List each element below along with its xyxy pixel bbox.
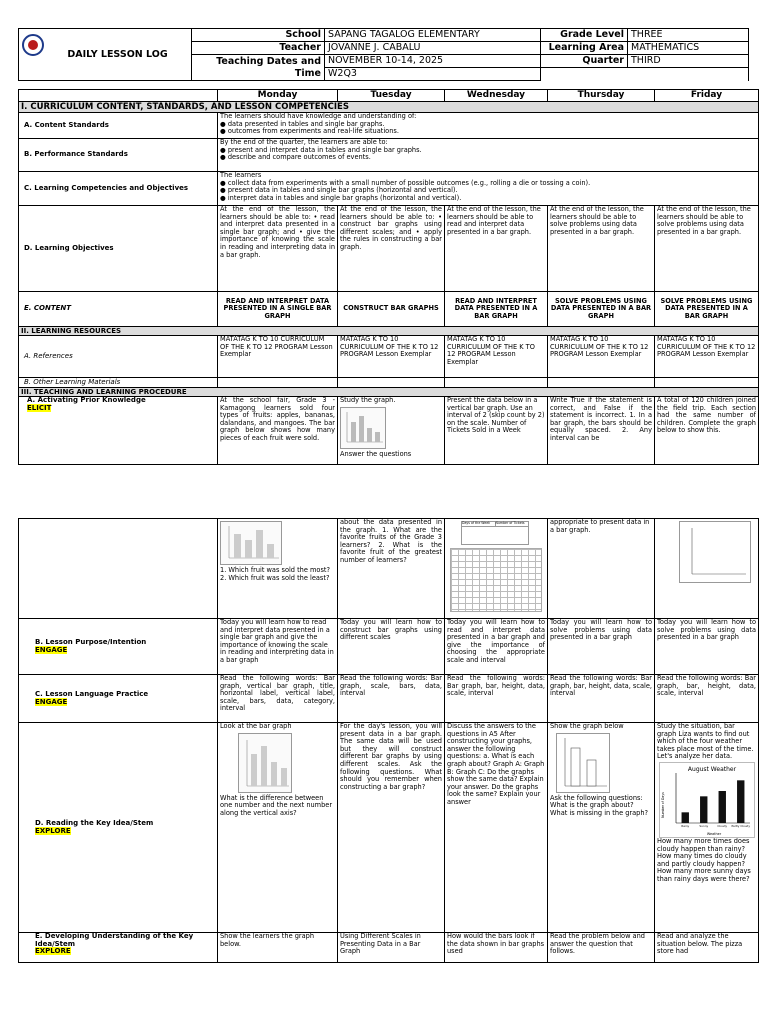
- field-trip-graph-thumbnail: [679, 521, 751, 583]
- dates-label: Teaching Dates and Time: [192, 55, 325, 81]
- language-label-cell: [19, 675, 218, 723]
- keyidea-label: D. Reading the Key Idea/Stem: [35, 818, 154, 827]
- engage-tag-two: ENGAGE: [35, 697, 68, 706]
- language-friday: Read the following words: Bar graph, bar, height, data, scale, interval: [655, 675, 759, 723]
- activating-wednesday: Present the data below in a vertical bar graph. Use an interval of 2 (skip count by 2) on the scale. Number of Tickets Sold in a Week: [445, 397, 548, 465]
- fruit-graph-thumbnail: [220, 521, 282, 565]
- teacher-value: JOVANNE J. CABALU: [325, 42, 541, 55]
- incomplete-graph-thumbnail: [556, 733, 610, 793]
- weather-bar-chart: [660, 763, 754, 837]
- engage-tag: ENGAGE: [35, 645, 68, 654]
- doc-title: DAILY LESSON LOG: [19, 29, 192, 81]
- content-tuesday: CONSTRUCT BAR GRAPHS: [338, 292, 445, 327]
- weather-tick-label: Partly Cloudy: [731, 823, 750, 828]
- purpose-label: B. Lesson Purpose/Intention: [35, 637, 147, 646]
- area-label: Learning Area: [541, 42, 628, 55]
- performance-standards-text: By the end of the quarter, the learners are able to: ● present and interpret data in tables and single bar graphs. ● describe and compare outcomes of events.: [218, 139, 759, 172]
- objectives-label: D. Learning Objectives: [19, 206, 218, 292]
- developing-friday: Read and analyze the situation below. The pizza store had: [655, 933, 759, 963]
- keyidea-label-cell: [19, 723, 218, 933]
- section-three-title: III. TEACHING AND LEARNING PROCEDURE: [19, 388, 759, 397]
- week-value: W2Q3: [325, 68, 541, 81]
- activating-label: A. Activating Prior Knowledge: [27, 396, 146, 404]
- cont-tuesday: about the data presented in the graph. 1. What are the favorite fruits of the Grade 3 learners? 2. What is the favorite fruit of the greatest number of learners?: [338, 519, 445, 619]
- elicit-tag: ELICIT: [27, 403, 52, 412]
- purpose-friday: Today you will learn how to solve problems using data presented in a bar graph: [655, 619, 759, 675]
- grade-value: THREE: [628, 29, 749, 42]
- activating-tuesday: Study the graph. Answer the questions: [338, 397, 445, 465]
- quarter-value: THIRD: [628, 55, 749, 68]
- weather-bar: [719, 791, 726, 823]
- developing-wednesday: How would the bars look if the data shown in bar graphs used: [445, 933, 548, 963]
- grade-label: Grade Level: [541, 29, 628, 42]
- vertical-bar-graph-thumbnail: [238, 733, 292, 793]
- content-wednesday: READ AND INTERPRET DATA PRESENTED IN A BAR GRAPH: [445, 292, 548, 327]
- lesson-table-page-one: [18, 89, 759, 465]
- language-monday: Read the following words: Bar graph, vertical bar graph, title, horizontal label, vertical label, scale, bars, data, category, interval: [218, 675, 338, 723]
- weather-chart-ylabel: Number of Days: [661, 792, 665, 818]
- day-thursday: Thursday: [548, 90, 655, 102]
- references-tuesday: MATATAG K TO 10 CURRICULUM OF THE K TO 12 PROGRAM Lesson Exemplar: [338, 336, 445, 378]
- competencies-text: The learners ● collect data from experiments with a small number of possible outcomes (e.g., rolling a die or tossing a coin). ● present data in tables and single bar graphs (horizontal and vertical). ● interpret data in tables and single bar graphs (horizontal and vertical).: [218, 172, 759, 206]
- purpose-thursday: Today you will learn how to solve problems using data presented in a bar graph: [548, 619, 655, 675]
- content-thursday: SOLVE PROBLEMS USING DATA PRESENTED IN A BAR GRAPH: [548, 292, 655, 327]
- purpose-tuesday: Today you will learn how to construct bar graphs using different scales: [338, 619, 445, 675]
- blank-grid-paper: [450, 548, 542, 612]
- weather-chart: [659, 762, 755, 838]
- references-friday: MATATAG K TO 10 CURRICULUM OF THE K TO 12 PROGRAM Lesson Exemplar: [655, 336, 759, 378]
- page-one: [0, 0, 768, 500]
- language-label: C. Lesson Language Practice: [35, 689, 149, 698]
- weather-tick-label: Sunny: [699, 823, 709, 828]
- weather-tick-label: Cloudy: [717, 823, 728, 828]
- day-monday: Monday: [218, 90, 338, 102]
- page-two: [0, 518, 768, 1008]
- objectives-monday: At the end of the lesson, the learners should be able to: • read and interpret data presented in a single bar graph; and • give the importance of knowing the scale in reading and interpreting data in a bar graph.: [218, 206, 338, 292]
- purpose-label-cell: [19, 619, 218, 675]
- weather-bar: [682, 812, 689, 823]
- header-table: [18, 28, 749, 81]
- references-monday: MATATAG K TO 10 CURRICULUM OF THE K TO 12 PROGRAM Lesson Exemplar: [218, 336, 338, 378]
- keyidea-monday: Look at the bar graph What is the difference between one number and the next number along the vertical axis?: [218, 723, 338, 933]
- content-label: E. CONTENT: [19, 292, 218, 327]
- section-two-title: II. LEARNING RESOURCES: [19, 327, 759, 336]
- activating-label-cell: [19, 397, 218, 465]
- weather-bar: [737, 780, 744, 823]
- bar-graph-icon: [341, 408, 385, 448]
- school-value: SAPANG TAGALOG ELEMENTARY: [325, 29, 541, 42]
- keyidea-wednesday: Discuss the answers to the questions in A5 After constructing your graphs, answer the following questions: a. What is each graph about? Graph A: Graph B: Graph C: Do the graphs show the same data? Explain your answer. Do the graphs look the same? Explain your answer: [445, 723, 548, 933]
- fruit-bar-graph-icon: [221, 522, 281, 564]
- purpose-monday: Today you will learn how to read and interpret data presented in a single bar graph and give the importance of knowing the scale in reading and interpreting data in a bar graph: [218, 619, 338, 675]
- empty-graph-icon: [680, 522, 750, 582]
- language-wednesday: Read the following words: Bar graph, bar, height, data, scale, interval: [445, 675, 548, 723]
- section-one-title: I. CURRICULUM CONTENT, STANDARDS, AND LESSON COMPETENCIES: [19, 102, 759, 113]
- explore-tag: EXPLORE: [35, 826, 71, 835]
- purpose-wednesday: Today you will learn how to read and interpret data presented in a bar graph and give the importance of choosing the appropriate scale and interval: [445, 619, 548, 675]
- cont-friday: [655, 519, 759, 619]
- keyidea-thursday: Show the graph below Ask the following questions: What is the graph about? What is missing in the graph?: [548, 723, 655, 933]
- activating-thursday: Write True if the statement is correct, and False if the statement is incorrect. 1. In a bar graph, the bars should be equally spaced. 2. Any interval can be: [548, 397, 655, 465]
- explore-tag-two: EXPLORE: [35, 947, 71, 956]
- vertical-bar-graph-icon: [239, 734, 291, 792]
- cont-thursday: appropriate to present data in a bar graph.: [548, 519, 655, 619]
- activating-monday: At the school fair, Grade 3 - Kamagong learners sold four types of fruits: apples, bananas, dalandans, and mangoes. The bar graph below shows how many pieces of each fruit were sold.: [218, 397, 338, 465]
- references-thursday: MATATAG K TO 10 CURRICULUM OF THE K TO 12 PROGRAM Lesson Exemplar: [548, 336, 655, 378]
- competencies-label: C. Learning Competencies and Objectives: [19, 172, 218, 206]
- objectives-tuesday: At the end of the lesson, the learners should be able to: • construct bar graphs using different scales; and • apply the rules in constructing a bar graph.: [338, 206, 445, 292]
- language-tuesday: Read the following words: Bar graph, scale, bars, data, interval: [338, 675, 445, 723]
- keyidea-friday: Study the situation, bar graph Liza wants to find out which of the four weather takes place most of the time. Let's analyze her data. August Weather Number of Days Weather Rainy Sunny Cloudy Partly Cloudy How many more times does cloudy happen than rainy? How many times do cloudy and partly cloudy happen? How many more sunny days than rainy days were there?: [655, 723, 759, 933]
- weather-bar: [700, 796, 707, 823]
- bar-graph-thumbnail: [340, 407, 386, 449]
- other-materials-label: B. Other Learning Materials: [19, 378, 218, 388]
- developing-label: E. Developing Understanding of the Key Idea/Stem: [35, 932, 194, 948]
- developing-monday: Show the learners the graph below.: [218, 933, 338, 963]
- cont-monday: 1. Which fruit was sold the most? 2. Which fruit was sold the least?: [218, 519, 338, 619]
- activating-friday: A total of 120 children joined the field trip. Each section had the same number of children. Complete the graph below to show this.: [655, 397, 759, 465]
- language-thursday: Read the following words: Bar graph, bar, height, data, scale, interval: [548, 675, 655, 723]
- references-label: A. References: [19, 336, 218, 378]
- quarter-label: Quarter: [541, 55, 628, 68]
- performance-standards-label: B. Performance Standards: [19, 139, 218, 172]
- day-wednesday: Wednesday: [445, 90, 548, 102]
- day-tuesday: Tuesday: [338, 90, 445, 102]
- content-standards-text: The learners should have knowledge and understanding of: ● data presented in tables and single bar graphs. ● outcomes from experiments and real-life situations.: [218, 113, 759, 139]
- keyidea-tuesday: For the day's lesson, you will present data in a bar graph. The same data will be used but they will construct different bar graphs by using different scales. Ask the following questions. What should you remember when constructing a bar graph?: [338, 723, 445, 933]
- references-wednesday: MATATAG K TO 10 CURRICULUM OF THE K TO 12 PROGRAM Lesson Exemplar: [445, 336, 548, 378]
- content-friday: SOLVE PROBLEMS USING DATA PRESENTED IN A BAR GRAPH: [655, 292, 759, 327]
- content-monday: READ AND INTERPRET DATA PRESENTED IN A SINGLE BAR GRAPH: [218, 292, 338, 327]
- weather-tick-label: Rainy: [681, 823, 690, 828]
- developing-tuesday: Using Different Scales in Presenting Data in a Bar Graph: [338, 933, 445, 963]
- teacher-label: Teacher: [192, 42, 325, 55]
- incomplete-bar-graph-icon: [557, 734, 609, 792]
- lesson-table-page-two: [18, 518, 759, 963]
- objectives-wednesday: At the end of the lesson, the learners should be able to read and interpret data presented in a bar graph.: [445, 206, 548, 292]
- objectives-thursday: At the end of the lesson, the learners should be able to solve problems using data presented in a bar graph.: [548, 206, 655, 292]
- weather-chart-xlabel: Weather: [706, 831, 722, 836]
- school-label: School: [192, 29, 325, 42]
- dates-value: NOVEMBER 10-14, 2025: [325, 55, 541, 68]
- area-value: MATHEMATICS: [628, 42, 749, 55]
- content-standards-label: A. Content Standards: [19, 113, 218, 139]
- developing-thursday: Read the problem below and answer the question that follows.: [548, 933, 655, 963]
- developing-label-cell: [19, 933, 218, 963]
- tickets-table-thumbnail: Days of the Week Number of Tickets: [461, 521, 529, 545]
- objectives-friday: At the end of the lesson, the learners should be able to solve problems using data presented in a bar graph.: [655, 206, 759, 292]
- cont-wednesday: [445, 519, 548, 619]
- day-friday: Friday: [655, 90, 759, 102]
- weather-chart-title: August Weather: [687, 765, 737, 773]
